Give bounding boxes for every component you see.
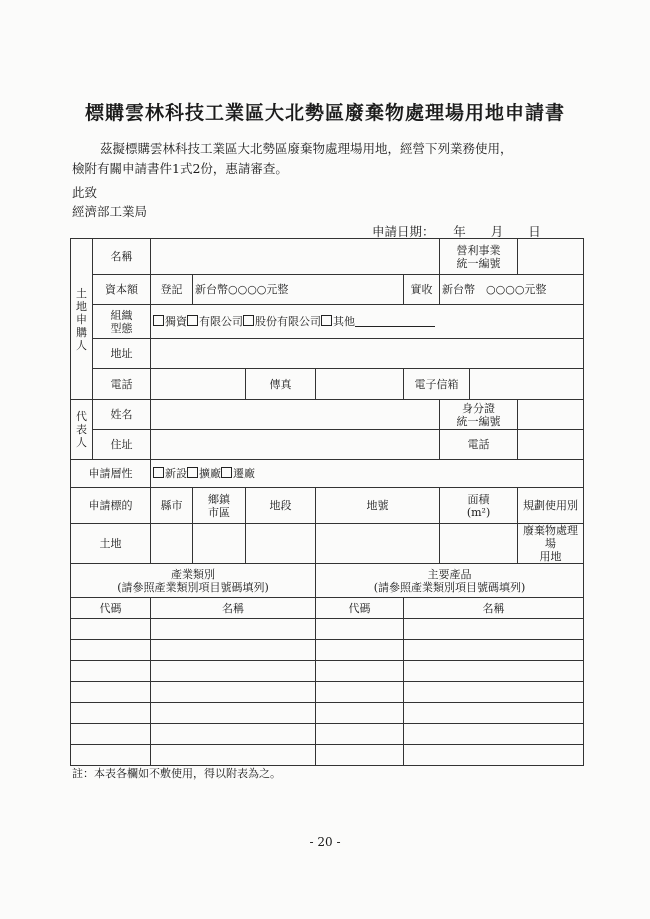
page-number: - 20 - [309,835,341,849]
field-address[interactable] [151,339,584,369]
field-application-type: 新設 擴廠 遷廠 [151,460,584,488]
table-row [71,661,584,682]
label-business-id: 營利事業 統一編號 [440,239,518,275]
field-area[interactable] [440,524,518,564]
application-date: 申請日期： 年 月 日 [372,224,541,239]
checkbox-expand[interactable] [187,467,198,478]
field-name[interactable] [151,239,440,275]
addressee: 經濟部工業局 [72,204,148,219]
field-county[interactable] [151,524,193,564]
label-registered: 登記 [151,275,193,305]
field-township[interactable] [193,524,246,564]
label-rep-phone: 電話 [440,430,518,460]
field-residence[interactable] [151,430,440,460]
label-township: 鄉鎮 市區 [193,488,246,524]
label-capital: 資本額 [93,275,151,305]
field-phone[interactable] [151,369,246,400]
field-rep-phone[interactable] [518,430,584,460]
header-industry-code: 代碼 [71,598,151,619]
table-row [71,640,584,661]
form-title: 標購雲林科技工業區大北勢區廢棄物處理場用地申請書 [84,102,565,124]
checkbox-relocate[interactable] [221,467,232,478]
label-industry-category: 產業類別 (請參照產業類別項目號碼填列) [71,564,316,598]
intro-line-1: 茲擬標購雲林科技工業區大北勢區廢棄物處理場用地，經營下列業務使用， [100,141,513,156]
intro-paragraph [72,139,592,179]
table-row [71,703,584,724]
label-land: 土地 [71,524,151,564]
table-row [71,619,584,640]
label-section: 地段 [246,488,316,524]
label-phone: 電話 [93,369,151,400]
field-paid-capital[interactable]: 新台幣 ○○○○元整 [440,275,584,305]
checkbox-limited[interactable] [187,315,198,326]
salutation: 此致 [72,185,98,200]
field-fax[interactable] [316,369,404,400]
field-other-blank[interactable] [355,317,435,327]
footnote: 註：本表各欄如不敷使用，得以附表為之。 [72,767,281,780]
intro-line-2: 檢附有關申請書件1式2份，惠請審查。 [72,161,288,176]
label-lot: 地號 [316,488,440,524]
field-id-number[interactable] [518,400,584,430]
checkbox-corp[interactable] [243,315,254,326]
checkbox-other[interactable] [321,315,332,326]
table-row [71,724,584,745]
field-section[interactable] [246,524,316,564]
checkbox-new[interactable] [153,467,164,478]
field-business-id[interactable] [518,239,584,275]
label-fax: 傳真 [246,369,316,400]
field-lot[interactable] [316,524,440,564]
table-row [71,682,584,703]
label-area: 面積 (m²) [440,488,518,524]
label-rep-name: 姓名 [93,400,151,430]
label-name: 名稱 [93,239,151,275]
header-product-name: 名稱 [404,598,584,619]
header-industry-name: 名稱 [151,598,316,619]
application-form-table [70,238,584,766]
label-address: 地址 [93,339,151,369]
label-org-type: 組織 型態 [93,305,151,339]
checkbox-sole[interactable] [153,315,164,326]
header-product-code: 代碼 [316,598,404,619]
label-county: 縣市 [151,488,193,524]
field-email[interactable] [470,369,584,400]
label-planned-use: 規劃使用別 [518,488,584,524]
section-applicant: 土 地 申 購 人 [71,239,93,400]
table-row [71,745,584,766]
value-planned-use: 廢棄物處理場 用地 [518,524,584,564]
label-paid: 實收 [404,275,440,305]
field-registered-capital[interactable]: 新台幣○○○○元整 [193,275,404,305]
label-id-number: 身分證 統一編號 [440,400,518,430]
label-target: 申請標的 [71,488,151,524]
label-email: 電子信箱 [404,369,470,400]
field-org-type: 獨資 有限公司 股份有限公司 其他 [151,305,584,339]
section-representative: 代 表 人 [71,400,93,460]
field-rep-name[interactable] [151,400,440,430]
label-main-products: 主要產品 (請參照產業類別項目號碼填列) [316,564,584,598]
label-application-type: 申請層性 [71,460,151,488]
label-residence: 住址 [93,430,151,460]
